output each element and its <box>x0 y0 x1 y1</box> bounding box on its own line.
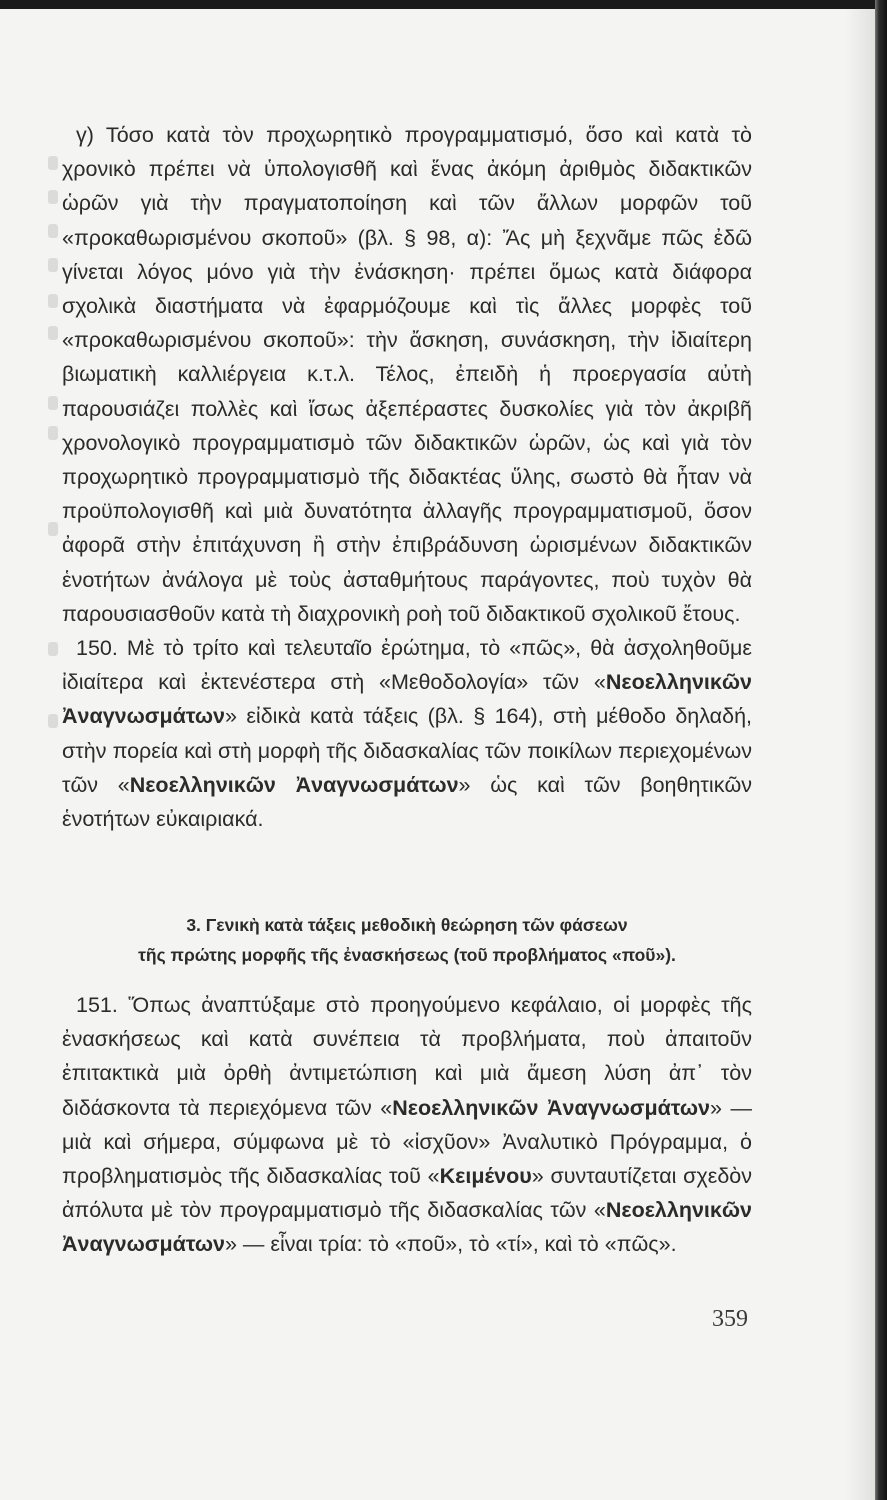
paragraph-150 <box>62 631 752 836</box>
page-number: 359 <box>712 1306 748 1332</box>
scan-top-edge <box>0 0 887 9</box>
margin-mark <box>48 326 58 340</box>
paragraph-150-part-a: 150. Μὲ τὸ τρίτο καὶ τελευταῖο ἐρώτημα, τὸ «πῶς», θὰ ἀσχοληθοῦμε ἰδιαίτερα καὶ ἐκτενέστερα στὴ «Μεθοδολογία» τῶν « <box>62 636 752 695</box>
margin-mark <box>48 426 58 440</box>
margin-mark <box>48 522 58 536</box>
margin-mark <box>48 190 58 204</box>
paragraph-151-bold-keimenou: Κειμένου <box>439 1164 532 1189</box>
section-heading-line-1: 3. Γενικὴ κατὰ τάξεις μεθοδικὴ θεώρηση τῶν φάσεων <box>186 915 628 935</box>
paragraph-150-bold-title-2: Νεοελληνικῶν Ἀναγνωσμάτων <box>129 772 459 797</box>
margin-mark <box>48 258 58 272</box>
page-gutter-shadow <box>845 9 875 1500</box>
paragraph-151-bold-title-1: Νεοελληνικῶν Ἀναγνωσμάτων <box>392 1095 710 1120</box>
margin-mark <box>48 714 58 728</box>
paragraph-150-part-c: » ὡς καὶ τῶν βοηθητικῶν ἑνοτήτων εὐκαιριακά. <box>62 772 752 832</box>
margin-mark <box>48 156 58 170</box>
scan-right-edge <box>875 0 887 1500</box>
paragraph-151-part-a: 151. Ὅπως ἀναπτύξαμε στὸ προηγούμενο κεφάλαιο, οἱ μορφὲς τῆς ἐνασκήσεως καὶ κατὰ συνέπεια τὰ προβλήματα, ποὺ ἀπαιτοῦν ἐπιτακτικὰ μιὰ ὀρθὴ ἀντιμετώπιση καὶ μιὰ ἄμεση λύση ἀπ᾽ τὸν διδάσκοντα τὰ περιεχόμενα τῶν « <box>62 993 752 1120</box>
paragraph-151-part-d: » — εἶναι τρία: τὸ «ποῦ», τὸ «τί», καὶ τὸ «πῶς». <box>224 1232 677 1257</box>
section-heading-line-2: τῆς πρώτης μορφῆς τῆς ἐνασκήσεως (τοῦ προβλήματος «ποῦ»). <box>138 945 676 965</box>
paragraph-151-part-b: » — μιὰ καὶ σήμερα, σύμφωνα μὲ τὸ «ἰσχῦον» Ἀναλυτικὸ Πρόγραμμα, ὁ προβληματισμὸς τῆς διδασκαλίας τοῦ « <box>62 1095 752 1189</box>
main-text-block <box>62 118 752 836</box>
paragraph-151-bold-title-2: Νεοελληνικῶν Ἀναγνωσμάτων <box>62 1198 752 1257</box>
second-text-block <box>62 988 752 1262</box>
section-heading <box>62 910 752 970</box>
paragraph-150-part-b: » εἰδικὰ κατὰ τάξεις (βλ. § 164), στὴ μέθοδο δηλαδή, στὴν πορεία καὶ στὴ μορφὴ τῆς διδασκαλίας τῶν ποικίλων περιεχομένων τῶν « <box>62 704 752 797</box>
paragraph-151-part-c: » συνταυτίζεται σχεδὸν ἀπόλυτα μὲ τὸν προγραμματισμὸ τῆς διδασκαλίας τῶν « <box>62 1164 752 1223</box>
margin-mark <box>48 224 58 238</box>
margin-mark <box>48 642 58 656</box>
paragraph-151 <box>62 988 752 1262</box>
margin-mark <box>48 294 58 308</box>
margin-marks <box>48 118 62 898</box>
paragraph-gamma: γ) Τόσο κατὰ τὸν προχωρητικὸ προγραμματισμό, ὅσο καὶ κατὰ τὸ χρονικὸ πρέπει νὰ ὑπολογισθῆ καὶ ἕνας ἀκόμη ἀριθμὸς διδακτικῶν ὡρῶν γιὰ τὴν πραγματοποίηση καὶ τῶν ἄλλων μορφῶν τοῦ «προκαθωρισμένου σκοποῦ» (βλ. § 98, α): Ἄς μὴ ξεχνᾶμε πῶς ἐδῶ γίνεται λόγος μόνο γιὰ τὴν ἐνάσκηση· πρέπει ὅμως κατὰ διάφορα σχολικὰ διαστήματα νὰ ἐφαρμόζουμε καὶ τὶς ἄλλες μορφὲς τοῦ «προκαθωρισμένου σκοποῦ»: τὴν ἄσκηση, συνάσκηση, τὴν ἰδιαίτερη βιωματικὴ καλλιέργεια κ.τ.λ. Τέλος, ἐπειδὴ ἡ προεργασία αὐτὴ παρουσιάζει πολλὲς καὶ ἴσως ἀξεπέραστες δυσκολίες γιὰ τὸν ἀκριβῆ χρονολογικὸ προγραμματισμὸ τῶν διδακτικῶν ὡρῶν, ὡς καὶ γιὰ τὸν προχωρητικὸ προγραμματισμὸ τῆς διδακτέας ὕλης, σωστὸ θὰ ἦταν νὰ προϋπολογισθῆ καὶ μιὰ δυνατότητα ἀλλαγῆς προγραμματισμοῦ, ὅσον ἀφορᾶ στὴν ἐπιτάχυνση ἢ στὴν ἐπιβράδυνση ὡρισμένων διδακτικῶν ἑνοτήτων ἀνάλογα μὲ τοὺς ἀσταθμήτους παράγοντες, ποὺ τυχὸν θὰ παρουσιασθοῦν κατὰ τὴ διαχρονικὴ ροὴ τοῦ διδακτικοῦ σχολικοῦ ἔτους. <box>62 123 752 626</box>
margin-mark <box>48 396 58 410</box>
paragraph-150-bold-title-1: Νεοελληνικῶν Ἀναγνωσμάτων <box>62 670 752 729</box>
